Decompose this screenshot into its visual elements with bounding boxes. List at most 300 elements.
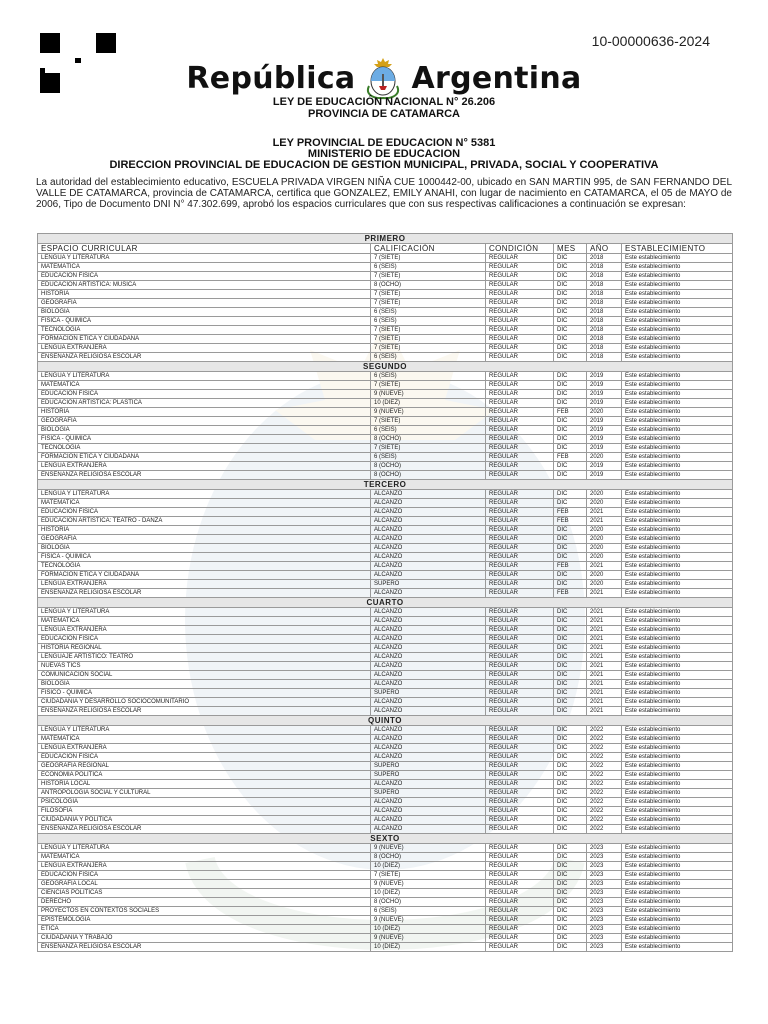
subject-cell: EDUCACION FISICA <box>38 753 371 762</box>
table-row <box>38 644 733 653</box>
grade-cell: ALCANZO <box>371 707 486 716</box>
condition-cell: REGULAR <box>486 707 554 716</box>
subject-cell: NUEVAS TICS <box>38 662 371 671</box>
grade-cell: 6 (SEIS) <box>371 317 486 326</box>
table-row <box>38 825 733 834</box>
condition-cell: REGULAR <box>486 381 554 390</box>
year-cell: 2022 <box>587 735 622 744</box>
table-row <box>38 907 733 916</box>
establishment-cell: Este establecimiento <box>622 490 733 499</box>
condition-cell: REGULAR <box>486 853 554 862</box>
condition-cell: REGULAR <box>486 426 554 435</box>
month-cell: DIC <box>554 644 587 653</box>
month-cell: DIC <box>554 789 587 798</box>
condition-cell: REGULAR <box>486 326 554 335</box>
year-cell: 2018 <box>587 281 622 290</box>
month-cell: DIC <box>554 871 587 880</box>
year-cell: 2022 <box>587 762 622 771</box>
table-row <box>38 453 733 462</box>
subject-cell: FISICA - QUIMICA <box>38 317 371 326</box>
year-cell: 2021 <box>587 562 622 571</box>
year-cell: 2023 <box>587 916 622 925</box>
condition-cell: REGULAR <box>486 889 554 898</box>
month-cell: DIC <box>554 907 587 916</box>
condition-cell: REGULAR <box>486 662 554 671</box>
condition-cell: REGULAR <box>486 798 554 807</box>
grade-cell: 7 (SIETE) <box>371 344 486 353</box>
table-row <box>38 925 733 934</box>
condition-cell: REGULAR <box>486 880 554 889</box>
establishment-cell: Este establecimiento <box>622 844 733 853</box>
grade-cell: 10 (DIEZ) <box>371 862 486 871</box>
subject-cell: GEOGRAFIA <box>38 417 371 426</box>
table-row <box>38 326 733 335</box>
year-cell: 2021 <box>587 635 622 644</box>
certification-text: La autoridad del establecimiento educativo, ESCUELA PRIVADA VIRGEN NIÑA CUE 1000442-00, ubicado en SAN MARTIN 995, de SAN FERNANDO DEL VALLE DE CATAMARCA, provincia de CATAMARCA, certifica que GONZALEZ, EMILY ANAHI, con lugar de nacimiento en CATAMARCA, el 05 de MAYO de 2006, Tipo de Documento DNI N° 47.302.699, aprobó los espacios curriculares que con sus respectivas calificaciones a continuación se expresan: <box>36 177 732 210</box>
section-title: TERCERO <box>38 480 733 490</box>
condition-cell: REGULAR <box>486 471 554 480</box>
year-cell: 2023 <box>587 898 622 907</box>
year-cell: 2022 <box>587 780 622 789</box>
table-row <box>38 254 733 263</box>
condition-cell: REGULAR <box>486 635 554 644</box>
grade-cell: ALCANZO <box>371 798 486 807</box>
subject-cell: TECNOLOGIA <box>38 444 371 453</box>
table-row <box>38 344 733 353</box>
condition-cell: REGULAR <box>486 344 554 353</box>
establishment-cell: Este establecimiento <box>622 517 733 526</box>
year-cell: 2021 <box>587 644 622 653</box>
grade-cell: 9 (NUEVE) <box>371 408 486 417</box>
condition-cell: REGULAR <box>486 626 554 635</box>
establishment-cell: Este establecimiento <box>622 499 733 508</box>
year-cell: 2020 <box>587 553 622 562</box>
year-cell: 2021 <box>587 589 622 598</box>
grade-cell: 7 (SIETE) <box>371 417 486 426</box>
condition-cell: REGULAR <box>486 499 554 508</box>
column-header: ESTABLECIMIENTO <box>622 244 733 254</box>
subject-cell: FORMACION ETICA Y CIUDADANA <box>38 335 371 344</box>
subject-cell: LENGUAJE ARTISTICO: TEATRO <box>38 653 371 662</box>
condition-cell: REGULAR <box>486 254 554 263</box>
table-row <box>38 499 733 508</box>
subject-cell: LENGUA Y LITERATURA <box>38 372 371 381</box>
condition-cell: REGULAR <box>486 317 554 326</box>
year-cell: 2020 <box>587 580 622 589</box>
month-cell: DIC <box>554 735 587 744</box>
subject-cell: FISICA - QUIMICA <box>38 553 371 562</box>
month-cell: DIC <box>554 934 587 943</box>
grade-cell: 8 (OCHO) <box>371 898 486 907</box>
year-cell: 2019 <box>587 435 622 444</box>
grade-cell: ALCANZO <box>371 635 486 644</box>
table-row <box>38 853 733 862</box>
condition-cell: REGULAR <box>486 762 554 771</box>
grade-cell: ALCANZO <box>371 526 486 535</box>
provincial-law-block <box>0 138 768 171</box>
year-cell: 2023 <box>587 934 622 943</box>
year-cell: 2020 <box>587 408 622 417</box>
grade-cell: ALCANZO <box>371 571 486 580</box>
subject-cell: GEOGRAFIA REGIONAL <box>38 762 371 771</box>
grade-cell: 9 (NUEVE) <box>371 934 486 943</box>
establishment-cell: Este establecimiento <box>622 508 733 517</box>
grade-cell: 10 (DIEZ) <box>371 943 486 952</box>
grade-cell: 8 (OCHO) <box>371 281 486 290</box>
establishment-cell: Este establecimiento <box>622 698 733 707</box>
establishment-cell: Este establecimiento <box>622 871 733 880</box>
subject-cell: LENGUA Y LITERATURA <box>38 726 371 735</box>
establishment-cell: Este establecimiento <box>622 744 733 753</box>
table-row <box>38 263 733 272</box>
month-cell: DIC <box>554 916 587 925</box>
year-cell: 2022 <box>587 771 622 780</box>
month-cell: DIC <box>554 263 587 272</box>
year-cell: 2023 <box>587 871 622 880</box>
table-row <box>38 299 733 308</box>
subject-cell: FILOSOFIA <box>38 807 371 816</box>
grade-cell: 7 (SIETE) <box>371 381 486 390</box>
month-cell: DIC <box>554 698 587 707</box>
subject-cell: EDUCACION FISICA <box>38 635 371 644</box>
month-cell: DIC <box>554 317 587 326</box>
establishment-cell: Este establecimiento <box>622 344 733 353</box>
grade-cell: 6 (SEIS) <box>371 308 486 317</box>
grade-cell: ALCANZO <box>371 698 486 707</box>
month-cell: DIC <box>554 335 587 344</box>
month-cell: DIC <box>554 553 587 562</box>
year-cell: 2022 <box>587 726 622 735</box>
establishment-cell: Este establecimiento <box>622 825 733 834</box>
table-row <box>38 744 733 753</box>
subject-cell: HISTORIA <box>38 526 371 535</box>
table-row <box>38 272 733 281</box>
condition-cell: REGULAR <box>486 562 554 571</box>
month-cell: DIC <box>554 471 587 480</box>
establishment-cell: Este establecimiento <box>622 626 733 635</box>
establishment-cell: Este establecimiento <box>622 753 733 762</box>
subject-cell: ENSEÑANZA RELIGIOSA ESCOLAR <box>38 353 371 362</box>
table-row <box>38 898 733 907</box>
month-cell: DIC <box>554 726 587 735</box>
subject-cell: FISICO - QUIMICA <box>38 689 371 698</box>
establishment-cell: Este establecimiento <box>622 707 733 716</box>
year-cell: 2019 <box>587 426 622 435</box>
table-row <box>38 308 733 317</box>
condition-cell: REGULAR <box>486 335 554 344</box>
year-cell: 2022 <box>587 807 622 816</box>
condition-cell: REGULAR <box>486 535 554 544</box>
month-cell: DIC <box>554 499 587 508</box>
condition-cell: REGULAR <box>486 871 554 880</box>
subject-cell: HISTORIA LOCAL <box>38 780 371 789</box>
subject-cell: BIOLOGIA <box>38 680 371 689</box>
year-cell: 2021 <box>587 653 622 662</box>
subject-cell: HISTORIA REGIONAL <box>38 644 371 653</box>
subject-cell: MATEMATICA <box>38 499 371 508</box>
table-row <box>38 517 733 526</box>
grade-cell: 9 (NUEVE) <box>371 916 486 925</box>
condition-cell: REGULAR <box>486 671 554 680</box>
year-cell: 2021 <box>587 608 622 617</box>
year-cell: 2021 <box>587 707 622 716</box>
month-cell: DIC <box>554 535 587 544</box>
year-cell: 2019 <box>587 372 622 381</box>
table-row <box>38 608 733 617</box>
table-row <box>38 589 733 598</box>
grade-cell: 7 (SIETE) <box>371 299 486 308</box>
establishment-cell: Este establecimiento <box>622 589 733 598</box>
establishment-cell: Este establecimiento <box>622 689 733 698</box>
table-row <box>38 290 733 299</box>
establishment-cell: Este establecimiento <box>622 934 733 943</box>
grade-cell: SUPERO <box>371 789 486 798</box>
establishment-cell: Este establecimiento <box>622 780 733 789</box>
grade-cell: ALCANZO <box>371 517 486 526</box>
condition-cell: REGULAR <box>486 617 554 626</box>
grade-cell: ALCANZO <box>371 816 486 825</box>
subject-cell: ENSEÑANZA RELIGIOSA ESCOLAR <box>38 589 371 598</box>
condition-cell: REGULAR <box>486 281 554 290</box>
column-header: CONDICIÓN <box>486 244 554 254</box>
subject-cell: LENGUA Y LITERATURA <box>38 254 371 263</box>
month-cell: DIC <box>554 308 587 317</box>
condition-cell: REGULAR <box>486 372 554 381</box>
table-row <box>38 816 733 825</box>
year-cell: 2021 <box>587 698 622 707</box>
month-cell: DIC <box>554 580 587 589</box>
establishment-cell: Este establecimiento <box>622 308 733 317</box>
month-cell: DIC <box>554 326 587 335</box>
year-cell: 2018 <box>587 263 622 272</box>
grade-cell: 8 (OCHO) <box>371 471 486 480</box>
condition-cell: REGULAR <box>486 453 554 462</box>
condition-cell: REGULAR <box>486 771 554 780</box>
table-row <box>38 471 733 480</box>
condition-cell: REGULAR <box>486 353 554 362</box>
subject-cell: MATEMATICA <box>38 853 371 862</box>
grade-cell: 10 (DIEZ) <box>371 399 486 408</box>
subject-cell: BIOLOGIA <box>38 426 371 435</box>
subject-cell: EDUCACION FISICA <box>38 390 371 399</box>
year-cell: 2022 <box>587 816 622 825</box>
grade-cell: 7 (SIETE) <box>371 444 486 453</box>
month-cell: DIC <box>554 608 587 617</box>
year-cell: 2021 <box>587 662 622 671</box>
establishment-cell: Este establecimiento <box>622 553 733 562</box>
year-cell: 2021 <box>587 671 622 680</box>
grade-cell: 6 (SEIS) <box>371 426 486 435</box>
year-cell: 2021 <box>587 517 622 526</box>
grade-cell: ALCANZO <box>371 535 486 544</box>
condition-cell: REGULAR <box>486 553 554 562</box>
establishment-cell: Este establecimiento <box>622 853 733 862</box>
subject-cell: MATEMÁTICA <box>38 263 371 272</box>
grade-cell: ALCANZO <box>371 726 486 735</box>
subject-cell: ENSEÑANZA RELIGIOSA ESCOLAR <box>38 471 371 480</box>
column-header: AÑO <box>587 244 622 254</box>
establishment-cell: Este establecimiento <box>622 326 733 335</box>
month-cell: DIC <box>554 653 587 662</box>
condition-cell: REGULAR <box>486 925 554 934</box>
subject-cell: ETICA <box>38 925 371 934</box>
establishment-cell: Este establecimiento <box>622 608 733 617</box>
year-cell: 2018 <box>587 299 622 308</box>
condition-cell: REGULAR <box>486 916 554 925</box>
section-title: SEGUNDO <box>38 362 733 372</box>
month-cell: DIC <box>554 390 587 399</box>
section-title: QUINTO <box>38 716 733 726</box>
subject-cell: GEOGRAFIA LOCAL <box>38 880 371 889</box>
establishment-cell: Este establecimiento <box>622 807 733 816</box>
table-row <box>38 381 733 390</box>
grade-cell: ALCANZO <box>371 671 486 680</box>
table-row <box>38 635 733 644</box>
month-cell: DIC <box>554 617 587 626</box>
establishment-cell: Este establecimiento <box>622 925 733 934</box>
establishment-cell: Este establecimiento <box>622 263 733 272</box>
month-cell: DIC <box>554 898 587 907</box>
grade-cell: 8 (OCHO) <box>371 853 486 862</box>
month-cell: DIC <box>554 662 587 671</box>
table-row <box>38 762 733 771</box>
document-number: 10-00000636-2024 <box>591 33 710 49</box>
grade-cell: ALCANZO <box>371 807 486 816</box>
month-cell: DIC <box>554 462 587 471</box>
year-cell: 2020 <box>587 544 622 553</box>
subject-cell: MATEMATICA <box>38 735 371 744</box>
year-cell: 2018 <box>587 335 622 344</box>
establishment-cell: Este establecimiento <box>622 653 733 662</box>
establishment-cell: Este establecimiento <box>622 943 733 952</box>
month-cell: DIC <box>554 272 587 281</box>
condition-cell: REGULAR <box>486 571 554 580</box>
table-row <box>38 671 733 680</box>
grade-cell: 6 (SEIS) <box>371 453 486 462</box>
year-cell: 2018 <box>587 344 622 353</box>
month-cell: DIC <box>554 925 587 934</box>
month-cell: FEB <box>554 589 587 598</box>
year-cell: 2018 <box>587 308 622 317</box>
establishment-cell: Este establecimiento <box>622 816 733 825</box>
establishment-cell: Este establecimiento <box>622 272 733 281</box>
condition-cell: REGULAR <box>486 753 554 762</box>
condition-cell: REGULAR <box>486 308 554 317</box>
subject-cell: MATEMATICA <box>38 381 371 390</box>
section-header <box>38 834 733 844</box>
month-cell: DIC <box>554 744 587 753</box>
condition-cell: REGULAR <box>486 689 554 698</box>
table-row <box>38 490 733 499</box>
condition-cell: REGULAR <box>486 862 554 871</box>
condition-cell: REGULAR <box>486 825 554 834</box>
table-row <box>38 653 733 662</box>
subject-cell: PROYECTOS EN CONTEXTOS SOCIALES <box>38 907 371 916</box>
subject-cell: TECNOLOGIA <box>38 326 371 335</box>
condition-cell: REGULAR <box>486 408 554 417</box>
subject-cell: CIUDADANIA Y DESARROLLO SOCIOCOMUNITARIO <box>38 698 371 707</box>
condition-cell: REGULAR <box>486 653 554 662</box>
year-cell: 2019 <box>587 471 622 480</box>
subject-cell: LENGUA Y LITERATURA <box>38 844 371 853</box>
condition-cell: REGULAR <box>486 444 554 453</box>
table-row <box>38 553 733 562</box>
month-cell: DIC <box>554 753 587 762</box>
condition-cell: REGULAR <box>486 544 554 553</box>
year-cell: 2018 <box>587 317 622 326</box>
subject-cell: MATEMATICA <box>38 617 371 626</box>
condition-cell: REGULAR <box>486 589 554 598</box>
grade-cell: ALCANZO <box>371 653 486 662</box>
establishment-cell: Este establecimiento <box>622 544 733 553</box>
table-row <box>38 771 733 780</box>
national-seal-icon <box>363 56 403 100</box>
year-cell: 2020 <box>587 526 622 535</box>
subject-cell: EDUCACION ARTISTICA: TEATRO - DANZA <box>38 517 371 526</box>
grade-cell: ALCANZO <box>371 508 486 517</box>
establishment-cell: Este establecimiento <box>622 390 733 399</box>
table-row <box>38 780 733 789</box>
table-row <box>38 943 733 952</box>
year-cell: 2022 <box>587 825 622 834</box>
subject-cell: LENGUA EXTRANJERA <box>38 744 371 753</box>
section-title: SEXTO <box>38 834 733 844</box>
grade-cell: SUPERO <box>371 580 486 589</box>
establishment-cell: Este establecimiento <box>622 907 733 916</box>
year-cell: 2021 <box>587 508 622 517</box>
month-cell: FEB <box>554 517 587 526</box>
month-cell: DIC <box>554 281 587 290</box>
grade-cell: 10 (DIEZ) <box>371 889 486 898</box>
condition-cell: REGULAR <box>486 789 554 798</box>
direccion: DIRECCION PROVINCIAL DE EDUCACION DE GESTION MUNICIPAL, PRIVADA, SOCIAL Y COOPERATIVA <box>109 159 659 171</box>
subject-cell: LENGUA Y LITERATURA <box>38 490 371 499</box>
ley-provincial: LEY PROVINCIAL DE EDUCACION N° 5381 <box>272 137 496 149</box>
establishment-cell: Este establecimiento <box>622 580 733 589</box>
condition-cell: REGULAR <box>486 907 554 916</box>
month-cell: DIC <box>554 853 587 862</box>
section-header <box>38 598 733 608</box>
establishment-cell: Este establecimiento <box>622 789 733 798</box>
section-header <box>38 480 733 490</box>
establishment-cell: Este establecimiento <box>622 372 733 381</box>
month-cell: DIC <box>554 399 587 408</box>
month-cell: DIC <box>554 862 587 871</box>
subject-cell: EDUCACION FISICA <box>38 272 371 281</box>
grade-cell: ALCANZO <box>371 608 486 617</box>
table-row <box>38 735 733 744</box>
month-cell: DIC <box>554 880 587 889</box>
condition-cell: REGULAR <box>486 644 554 653</box>
year-cell: 2021 <box>587 680 622 689</box>
grade-cell: ALCANZO <box>371 490 486 499</box>
establishment-cell: Este establecimiento <box>622 889 733 898</box>
establishment-cell: Este establecimiento <box>622 408 733 417</box>
condition-cell: REGULAR <box>486 299 554 308</box>
subject-cell: EDUCACION ARTISTICA: MUSICA <box>38 281 371 290</box>
subject-cell: CIENCIAS POLITICAS <box>38 889 371 898</box>
grade-cell: ALCANZO <box>371 617 486 626</box>
month-cell: DIC <box>554 290 587 299</box>
year-cell: 2020 <box>587 453 622 462</box>
year-cell: 2023 <box>587 889 622 898</box>
column-header: MES <box>554 244 587 254</box>
year-cell: 2023 <box>587 925 622 934</box>
month-cell: DIC <box>554 254 587 263</box>
year-cell: 2022 <box>587 798 622 807</box>
republica-argentina-title <box>186 56 581 100</box>
subject-cell: BIOLOGIA <box>38 544 371 553</box>
